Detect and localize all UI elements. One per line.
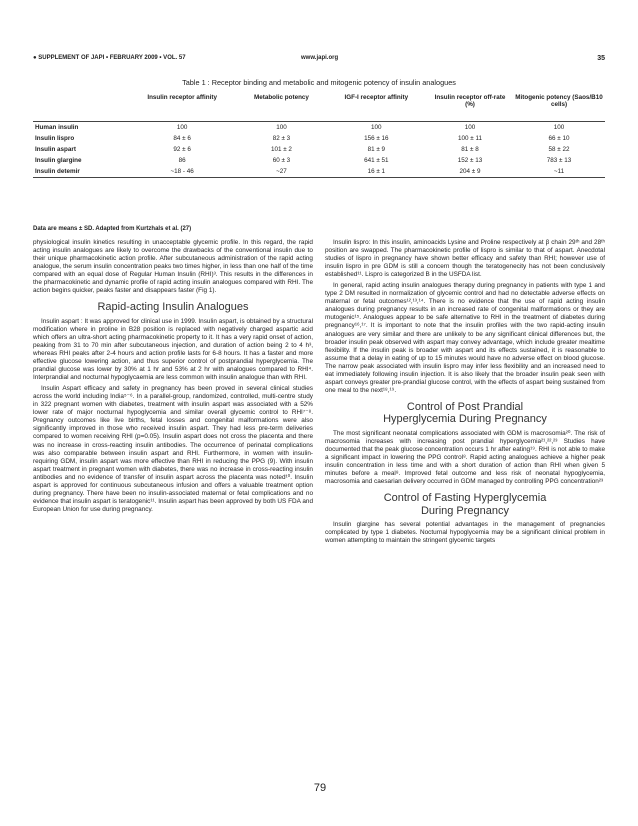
heading-line: Control of Fasting Hyperglycemia: [383, 492, 547, 505]
table-cell: ~18 - 46: [127, 166, 237, 178]
table-cell: Insulin detemir: [33, 166, 127, 178]
table-cell: 16 ± 1: [326, 166, 427, 178]
table-cell: 92 ± 6: [173, 146, 191, 153]
heading-line: Control of Post Prandial: [406, 400, 524, 413]
table-cell: 86: [178, 157, 186, 164]
table-cell: Insulin glargine: [35, 157, 82, 164]
table-row: [33, 122, 605, 134]
paragraph: Insulin Aspart efficacy and safety in pregnancy has been proved in several clinical studies across the world including India⁵⁻⁶. In a parallel-group, randomized, controlled, multi-centre study in 322 pregnant women with diabetes, treatment with insulin aspart was associated with a 52% lower rate of major nocturnal hypoglycemia and similar overall glycemic control to RHI⁷⁻⁸. Pregnancy outcomes like live births, fetal losses and congenital malformations were also significantly improved in those who received insulin aspart. They had less pre-term deliveries compared to women receiving RHI (p=0.05). Insulin aspart does not cross the placenta and there was no increase in cross-reacting insulin antibodies. The occurrence of perinatal complications was also comparable between insulin aspart and RHI. Furthermore, in women with insulin-requiring GDM, insulin aspart was more effective than RHI in reducing the PPG (9). With insulin aspart treatment in pregnant women with diabetes, there was no increase in cross-reacting insulin antibodies and no evidence of transfer of insulin aspart across the placenta was noted¹⁰. Insulin aspart is approved for continuous subcutaneous infusion and offers a valuable treatment option during pregnancy. There have been no insulin-associated maternal or fetal complications and no evidence that insulin aspart is teratogenic¹¹. Insulin aspart has been approved by both US FDA and European Union for use during pregnancy.: [33, 385, 313, 513]
left-column: [33, 239, 313, 517]
table-note: Data are means ± SD. Adapted from Kurtzhals et al. (27): [33, 226, 192, 232]
table-cell: 101 ± 2: [270, 146, 292, 153]
paragraph: The most significant neonatal complications associated with GDM is macrosomia²⁰. The risk of macrosomia increases with increasing post prandial hyperglycemia²¹,²²,²³ Studies have documented that the peak glucose concentration occurs 1 hr after eating¹⁹. RHI is not able to make a significant impact in lowering the PPG control⁸. Rapid acting analogues achieve a higher peak insulin concentration in less time and with a short duration of action than RHI when given 5 minutes before a meal⁸. Improved fetal outcome and less risk of neonatal hypoglycemia, macrosomia and caesarian delivery occurred in GDM managed by controlling PPG concentration²³: [325, 429, 605, 486]
table-cell: 100: [464, 124, 476, 131]
table-cell: 641 ± 51: [364, 157, 389, 164]
page-number: 79: [313, 782, 327, 794]
table-header-cell: Insulin receptor affinity: [127, 93, 237, 122]
table-cell: Insulin aspart: [35, 146, 76, 153]
journal-info: ● SUPPLEMENT OF JAPI • FEBRUARY 2009 • VOL. 57: [33, 55, 186, 61]
running-header: [33, 55, 605, 67]
table-cell: 100: [553, 124, 565, 131]
table-header-cell: Mitogenic potency (Saos/B10 cells): [513, 93, 605, 122]
table-row: [33, 155, 605, 166]
table-cell: 100: [176, 124, 188, 131]
table-cell: 81 ± 8: [461, 146, 479, 153]
right-column: [325, 239, 605, 548]
table-caption: Table 1 : Receptor binding and metabolic and mitogenic potency of insulin analogues: [182, 78, 456, 87]
paragraph: Insulin aspart : It was approved for clinical use in 1999. Insulin aspart, is obtained by a structural modification where in proline in B28 position is replaced with negatively charged aspartic acid which offers an ultra-short acting pharmacokinetic property to it. It has a very rapid onset of action, peaking from 31 to 70 min after subcutaneous injection, and duration of action being 2 to 4 h³, whereas RHI peaks after 2-4 hours and action profile lasts for 6-8 hours. It has a faster and more effective glucose lowering action, and thus superior control of postprandial hyperglycemia. The prandial glucose was lower by 30% at 1 hr and 53% at 2 hr with analogues compared to RHI⁴. Interprandial and nocturnal hypoglycaemia are less common with insulin analogue than with RHI.: [33, 317, 313, 382]
journal-page-number: 35: [597, 55, 605, 62]
table-cell: 100: [276, 124, 287, 131]
table-row: [33, 166, 605, 178]
table-cell: 100 ± 11: [458, 135, 482, 142]
table-cell: 204 ± 9: [427, 166, 513, 178]
table-cell: Insulin lispro: [35, 135, 75, 142]
table-cell: Human insulin: [35, 124, 79, 131]
table-cell: 783 ± 13: [546, 157, 572, 164]
table-cell: 81 ± 9: [367, 146, 386, 153]
heading-line: Hyperglycemia During Pregnancy: [383, 413, 547, 426]
journal-url: www.japi.org: [301, 55, 339, 61]
paragraph: In general, rapid acting insulin analogues therapy during pregnancy in patients with type 1 and type 2 DM resulted in normalization of glycemic control and had no detectable adverse effects on maternal or fetal outcomes¹²,¹³,¹⁴. There is no evidence that the use of rapid acting insulin analogues during pregnancy results in an increased rate of congenital malformations or they are mutogenic¹⁵. Analogues appear to be safe alternative to RHI in the treatment of diabetes during pregnancy¹⁶,¹⁷. It is important to note that the insulin profiles with the two rapid-acting insulin analogues are very similar and there are unlikely to be any significant clinical differences but, the broader insulin peak observed with aspart may convey advantage, which include greater mealtime flexibility. If the insulin peak is broader with aspart and its effects sustained, it is reasonable to assume that a delay in eating of up to 15 minutes would have no adverse effect on blood glucose. The narrow peak associated with insulin lispro may infer less flexibility and an increased need to eat immediately following insulin injection. It is also likely that the broader insulin peak seen with aspart conveys greater pre-prandial glucose control, with the effects of aspart being sustained from one meal to the next¹⁸,¹⁹.: [325, 282, 605, 394]
table-header-cell: IGF-I receptor affinity: [326, 93, 427, 122]
paragraph: Insulin lispro: In this insulin, aminoacids Lysine and Proline respectively at β chain 29ᵗʰ and 28ᵗʰ position are swapped. The pharmacokinetic profile of lispro is similar to that of aspart. Anecdotal studies of lispro in pregnancy have shown better efficacy and safety than RHI; however use of insulin lispro in pre GDM is still a concern though the teratogenecity has not been conclusively established¹¹. Lispro is categorized B in the USFDA list.: [325, 239, 605, 279]
table-cell: 84 ± 6: [173, 135, 191, 142]
table-cell: 100: [371, 124, 382, 131]
table-header-cell: [33, 93, 127, 122]
table-row: [33, 144, 605, 155]
section-heading: [325, 401, 605, 426]
table-cell: 82 ± 3: [272, 135, 291, 142]
table-cell: ~11: [513, 166, 605, 178]
table-cell: ~27: [237, 166, 325, 178]
table-header-cell: Metabolic potency: [237, 93, 325, 122]
table-cell: 60 ± 3: [272, 157, 291, 164]
table-cell: 66 ± 10: [548, 135, 570, 142]
table-header-row: [33, 93, 605, 122]
table-header-cell: Insulin receptor off-rate (%): [427, 93, 513, 122]
paragraph: physiological insulin kinetics resulting in unacceptable glycemic profile. In this regard, the rapid acting insulin analogues are likely to overcome the drawbacks of the conventional insulin due to their unique pharmacokinetic action profile. After subcutaneous administration of the rapid acting analogue, the serum insulin concentration peaks two times higher, in less than one half of the time compared with an equal dose of Regular Human Insulin (RHI)³. This results in the differences in the pharmacokinetic and dynamic profile of rapid acting insulin analogues compared with RHI. The action begins quicker, peaks faster and disappears faster (Fig 1).: [33, 239, 313, 295]
table-cell: 152 ± 13: [457, 157, 483, 164]
table-row: [33, 133, 605, 144]
insulin-analogue-table: [33, 93, 605, 178]
section-heading: Rapid-acting Insulin Analogues: [97, 301, 249, 314]
paragraph: Insulin glargine has several potential advantages in the management of pregnancies complicated by type 1 diabetes. Nocturnal hypoglycemia may be a significant clinical problem in women attempting to maintain the stringent glycemic targets: [325, 521, 605, 545]
heading-line: During Pregnancy: [420, 504, 510, 517]
table-cell: 58 ± 22: [548, 146, 570, 153]
table-cell: 156 ± 16: [364, 135, 389, 142]
section-heading: [325, 492, 605, 517]
